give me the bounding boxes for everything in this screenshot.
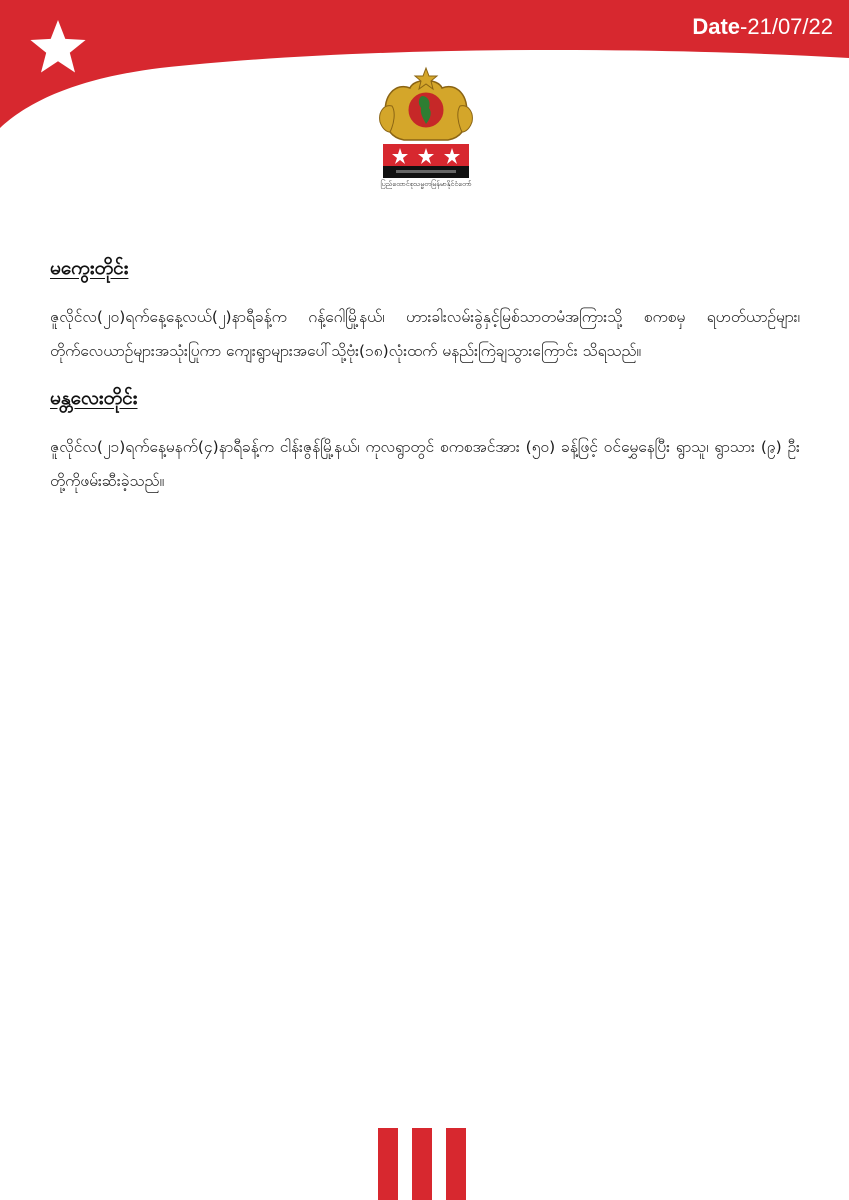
document-body	[50, 248, 800, 516]
section-mandalay	[50, 386, 800, 498]
date-value: -21/07/22	[740, 14, 833, 39]
date-line	[692, 14, 833, 40]
section-paragraph: ဇူလိုင်လ(၂၁)ရက်နေ့မနက်(၄)နာရီခန့်က ငါန်းဇွန်မြို့နယ်၊ ကုလရွာတွင် စကစအင်အား (၅၀) ခန့်ဖြင့် ဝင်မွှေနေပြီး ရွာသူ၊ ရွာသား (၉) ဦးတို့ကိုဖမ်းဆီးခဲ့သည်။	[50, 438, 800, 490]
emblem-caption: ပြည်ထောင်စုသမ္မတမြန်မာနိုင်ငံတော်	[380, 180, 472, 188]
section-heading: မန္တလေးတိုင်း	[50, 387, 138, 409]
section-magway	[50, 256, 800, 368]
date-label: Date	[692, 14, 741, 39]
party-emblem-icon	[376, 66, 476, 196]
footer-bar	[446, 1128, 466, 1200]
section-heading: မကွေးတိုင်း	[50, 257, 129, 279]
footer-bar	[378, 1128, 398, 1200]
three-red-bars-icon	[378, 1128, 466, 1200]
section-paragraph: ဇူလိုင်လ(၂၀)ရက်နေ့နေ့လယ်(၂)နာရီခန့်က ဂန့်ဂေါမြို့နယ်၊ ဟားခါးလမ်းခွဲနှင့်မြစ်သာတမံအကြားသို့ စကစမှ ရဟတ်ယာဉ်များ၊ တိုက်လေယာဉ်များအသုံးပြုကာ ကျေးရွာများအပေါ်သို့ဗုံး(၁၈)လုံးထက် မနည်းကြဲချသွားကြောင်း သိရသည်။	[50, 308, 800, 360]
footer-bar	[412, 1128, 432, 1200]
